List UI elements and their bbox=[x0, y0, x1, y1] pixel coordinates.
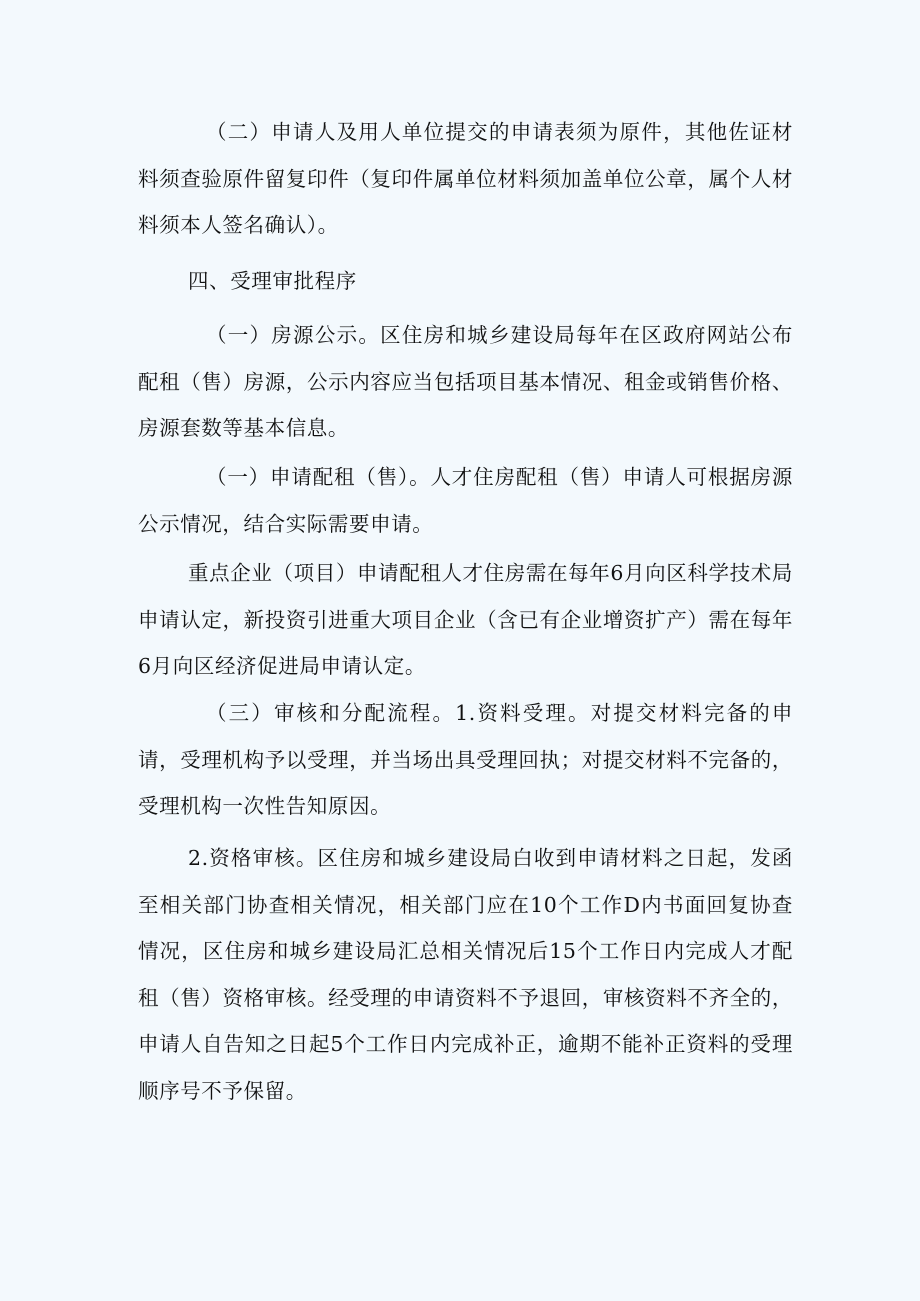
paragraph-apply-allocation: （一）申请配租（售）。人才住房配租（售）申请人可根据房源公示情况，结合实际需要申请。 bbox=[138, 465, 793, 536]
paragraph-key-enterprise-certification: 重点企业（项目）申请配租人才住房需在每年6月向区科学技术局申请认定，新投资引进重大项目企业（含已有企业增资扩产）需在每年6月向区经济促进局申请认定。 bbox=[138, 561, 793, 678]
paragraph-housing-publicity: （一）房源公示。区住房和城乡建设局每年在区政府网站公布配租（售）房源，公示内容应当包括项目基本情况、租金或销售价格、房源套数等基本信息。 bbox=[138, 323, 793, 440]
section-heading-acceptance-procedure: 四、受理审批程序 bbox=[188, 269, 357, 293]
paragraph-review-allocation-process: （三）审核和分配流程。1.资料受理。对提交材料完备的申请，受理机构予以受理，并当场出具受理回执；对提交材料不完备的，受理机构一次性告知原因。 bbox=[138, 701, 793, 818]
paragraph-application-form-originals: （二）申请人及用人单位提交的申请表须为原件，其他佐证材料须查验原件留复印件（复印件属单位材料须加盖单位公章，属个人材料须本人签名确认）。 bbox=[138, 120, 793, 237]
paragraph-qualification-review: 2.资格审核。区住房和城乡建设局白收到申请材料之日起，发函至相关部门协查相关情况，相关部门应在10个工作D内书面回复协查情况，区住房和城乡建设局汇总相关情况后15个工作日内完成人才配租（售）资格审核。经受理的申请资料不予退回，审核资料不齐全的，申请人自告知之日起5个工作日内完成补正，逾期不能补正资料的受理顺序号不予保留。 bbox=[138, 846, 793, 1103]
